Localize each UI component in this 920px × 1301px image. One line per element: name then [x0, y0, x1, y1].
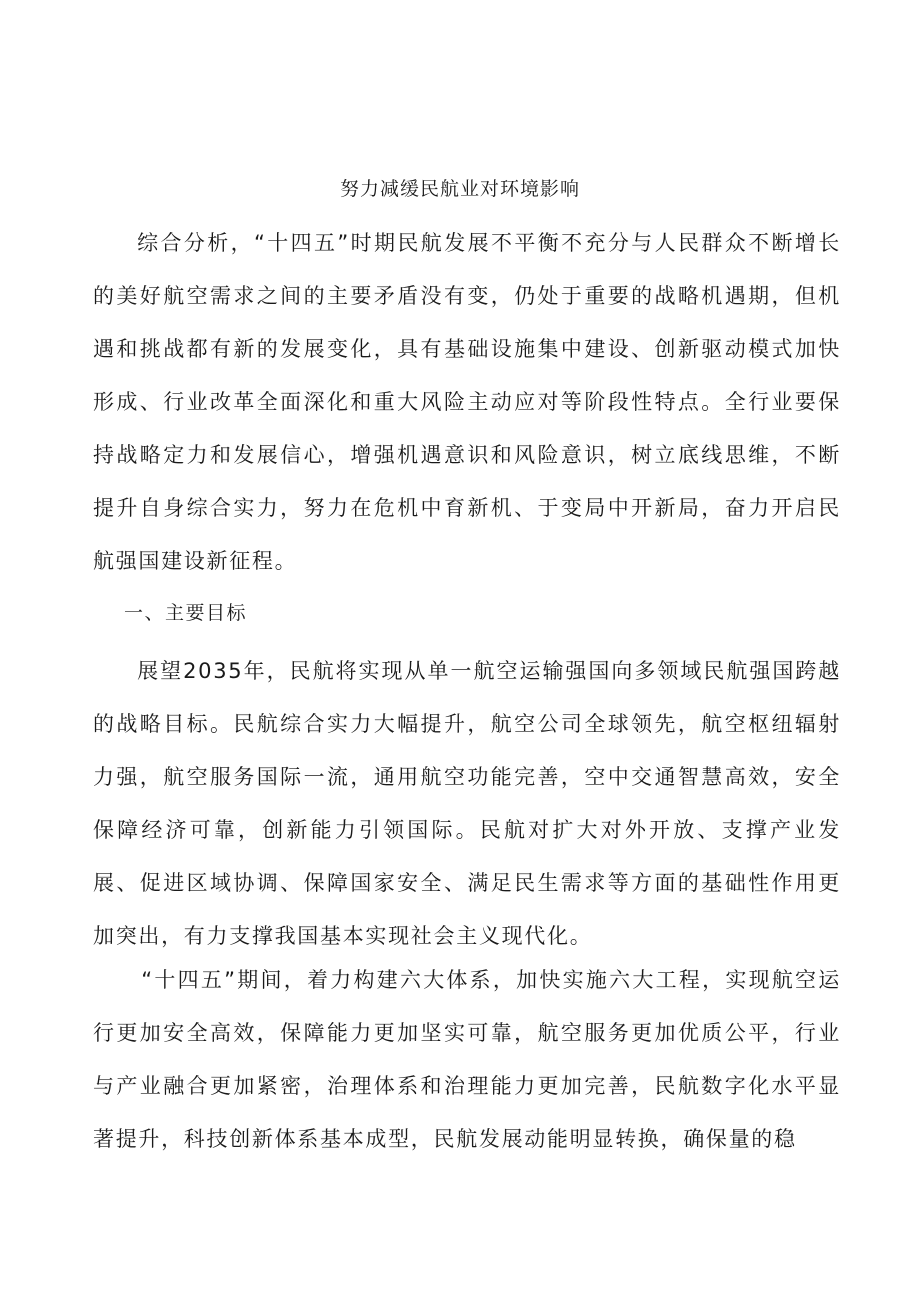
paragraph-block	[93, 954, 841, 1166]
paragraph-overview: 综合分析，“十四五”时期民航发展不平衡不充分与人民群众不断增长的美好航空需求之间的主要矛盾没有变，仍处于重要的战略机遇期，但机遇和挑战都有新的发展变化，具有基础设施集中建设、创新驱动模式加快形成、行业改革全面深化和重大风险主动应对等阶段性特点。全行业要保持战略定力和发展信心，增强机遇意识和风险意识，树立底线思维，不断提升自身综合实力，努力在危机中育新机、于变局中开新局，奋力开启民航强国建设新征程。	[93, 231, 841, 573]
paragraph-2035-vision: 展望2035年，民航将实现从单一航空运输强国向多领域民航强国跨越的战略目标。民航综合实力大幅提升，航空公司全球领先，航空枢纽辐射力强，航空服务国际一流，通用航空功能完善，空中交通智慧高效，安全保障经济可靠，创新能力引领国际。民航对扩大对外开放、支撑产业发展、促进区域协调、保障国家安全、满足民生需求等方面的基础性作用更加突出，有力支撑我国基本实现社会主义现代化。	[93, 659, 841, 948]
paragraph-14th-five-year: “十四五”期间，着力构建六大体系，加快实施六大工程，实现航空运行更加安全高效，保障能力更加坚实可靠，航空服务更加优质公平，行业与产业融合更加紧密，治理体系和治理能力更加完善，民航数字化水平显著提升，科技创新体系基本成型，民航发展动能明显转换，确保量的稳	[93, 968, 841, 1151]
paragraph-block	[93, 645, 841, 963]
document-title: 努力减缓民航业对环境影响	[339, 178, 580, 200]
section-heading: 一、主要目标	[124, 602, 248, 624]
paragraph-block	[93, 217, 841, 588]
